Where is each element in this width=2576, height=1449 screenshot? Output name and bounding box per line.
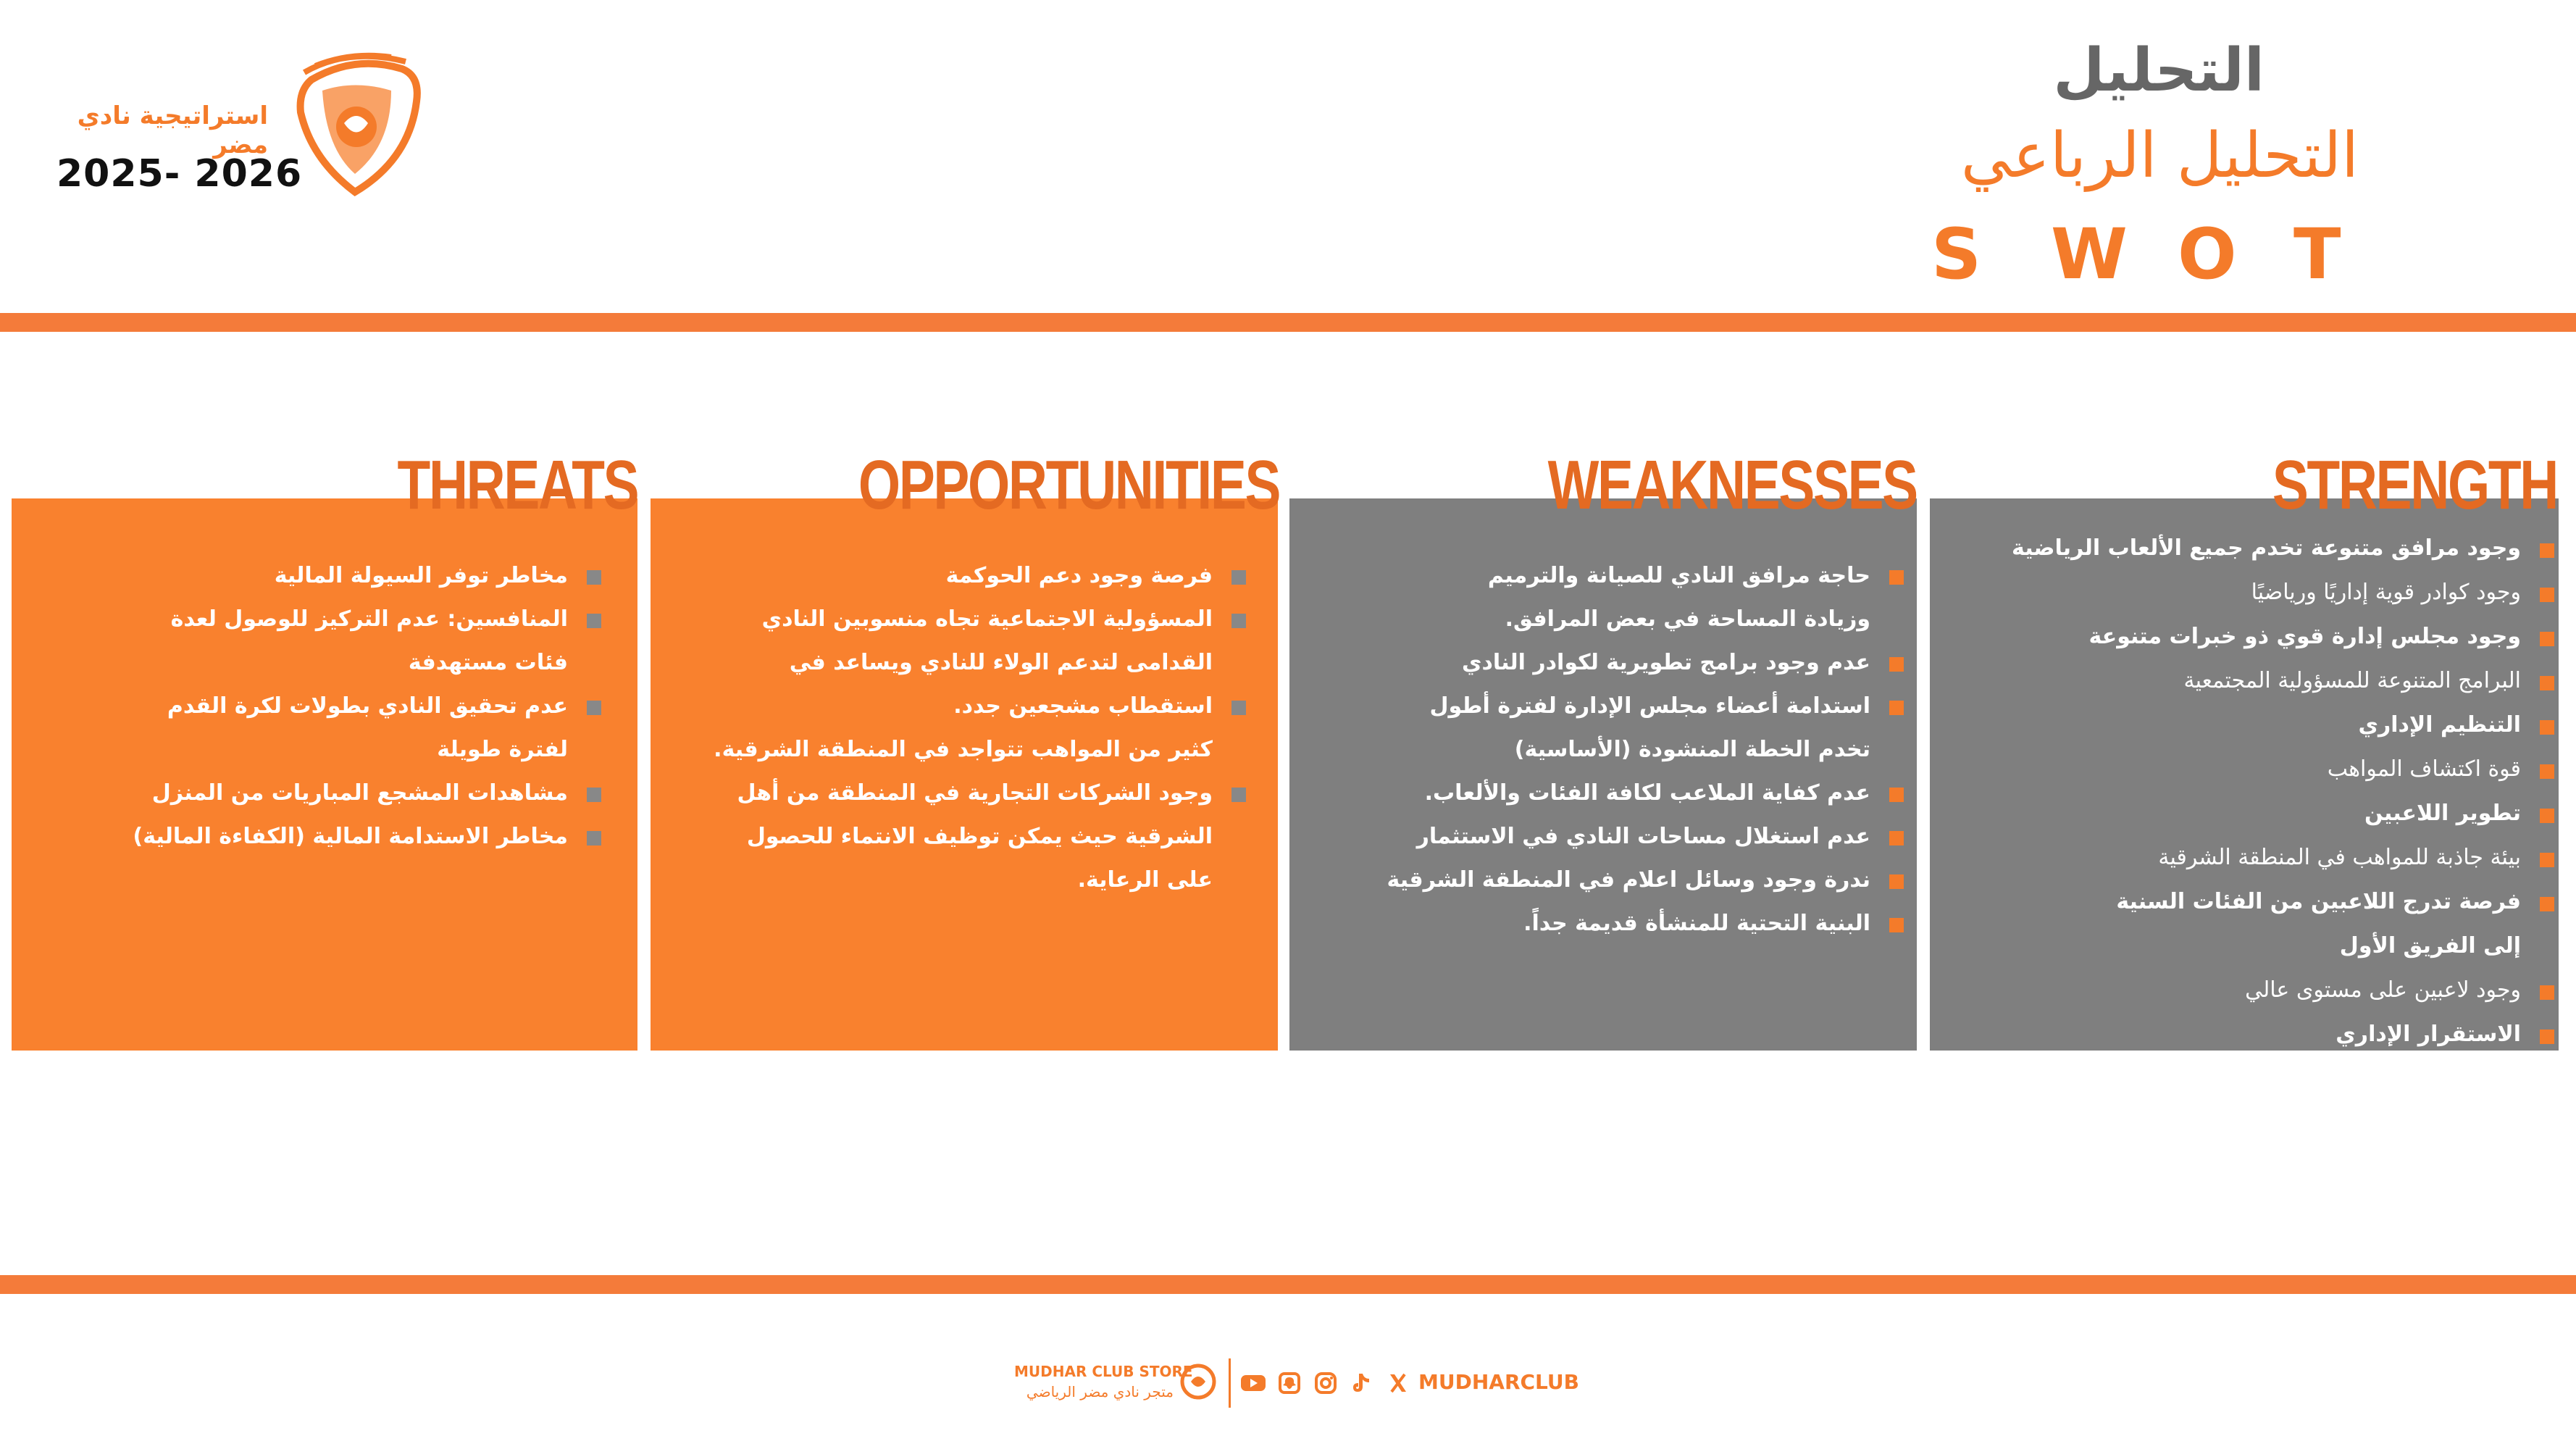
strength-item-text: التنظيم الإداري	[2358, 712, 2521, 738]
strength-item-text: قوة اكتشاف المواهب	[2327, 756, 2521, 782]
square-bullet-icon	[1231, 570, 1246, 585]
x-icon[interactable]	[1385, 1371, 1411, 1395]
weaknesses-item-text: عدم استغلال مساحات النادي في الاستثمار	[1416, 824, 1870, 849]
instagram-icon[interactable]	[1313, 1371, 1339, 1395]
store-name: MUDHAR CLUB STORE	[1014, 1363, 1193, 1380]
square-bullet-icon	[587, 701, 601, 715]
strength-item-text: البرامج المتنوعة للمسؤولية المجتمعية	[2183, 668, 2521, 693]
strength-list	[1931, 526, 2554, 1056]
strength-item	[1931, 526, 2554, 570]
threats-item-text: مشاهدات المشجع المباريات من المنزل	[151, 780, 568, 806]
strength-item-text: فرصة تدرج اللاعبين من الفئات السنية	[2116, 889, 2521, 914]
tiktok-icon[interactable]	[1349, 1371, 1375, 1395]
strength-item	[1931, 703, 2554, 747]
strength-item	[1931, 570, 2554, 614]
weaknesses-item	[1281, 641, 1904, 685]
strength-item	[1931, 924, 2554, 968]
swot-letter-o: O	[2178, 214, 2237, 295]
opportunities-item	[623, 728, 1246, 772]
strength-item-text: وجود لاعبين على مستوى عالي	[2245, 977, 2521, 1003]
weaknesses-item-text: تخدم الخطة المنشودة (الأساسية)	[1514, 737, 1870, 762]
square-bullet-icon	[2540, 588, 2554, 602]
square-bullet-icon	[587, 570, 601, 585]
opportunities-list	[623, 554, 1246, 902]
opportunities-item-text: وجود الشركات التجارية في المنطقة من أهل	[737, 780, 1213, 806]
square-bullet-icon	[1889, 701, 1904, 715]
weaknesses-item	[1281, 685, 1904, 728]
strength-item-text: تطوير اللاعبين	[2364, 801, 2521, 826]
opportunities-item-text: على الرعاية.	[1077, 867, 1213, 893]
strength-item	[1931, 791, 2554, 835]
social-handle[interactable]: MUDHARCLUB	[1418, 1370, 1579, 1394]
threats-item	[7, 728, 601, 772]
footer-separator	[1229, 1358, 1231, 1408]
weaknesses-item	[1281, 902, 1904, 945]
opportunities-item	[623, 554, 1246, 598]
opportunities-item	[623, 859, 1246, 902]
weaknesses-item-text: ندرة وجود وسائل اعلام في المنطقة الشرقية	[1387, 867, 1870, 893]
weaknesses-item	[1281, 598, 1904, 641]
threats-item	[7, 554, 601, 598]
header-divider	[0, 313, 2576, 332]
footer	[1014, 1358, 1579, 1409]
strength-item-text: الاستقرار الإداري	[2335, 1022, 2521, 1047]
threats-heading: THREATS	[397, 446, 637, 524]
page-subtitle: التحليل الرباعي	[1960, 120, 2359, 192]
square-bullet-icon	[1889, 570, 1904, 585]
strength-item-text: وجود كوادر قوية إداريًا ورياضيًا	[2251, 580, 2521, 605]
logo-text: استراتيجية نادي مضر	[77, 101, 268, 159]
square-bullet-icon	[2540, 543, 2554, 558]
weaknesses-item-text: البنية التحتية للمنشأة قديمة جداً.	[1523, 911, 1870, 936]
strength-item	[1931, 880, 2554, 924]
strength-item	[1931, 747, 2554, 791]
opportunities-heading: OPPORTUNITIES	[858, 446, 1279, 524]
page-title: التحليل	[2053, 36, 2265, 105]
strength-item-text: وجود مرافق متنوعة تخدم جميع الألعاب الرياضية	[2012, 535, 2521, 561]
opportunities-item-text: فرصة وجود دعم الحوكمة	[945, 563, 1213, 588]
square-bullet-icon	[587, 788, 601, 802]
square-bullet-icon	[2540, 720, 2554, 735]
square-bullet-icon	[1889, 918, 1904, 932]
square-bullet-icon	[1889, 657, 1904, 672]
threats-item	[7, 641, 601, 685]
square-bullet-icon	[1889, 788, 1904, 802]
strength-item	[1931, 835, 2554, 880]
square-bullet-icon	[2540, 853, 2554, 867]
threats-item-text: لفترة طويلة	[437, 737, 568, 762]
strength-heading: STRENGTH	[2272, 446, 2557, 524]
square-bullet-icon	[2540, 897, 2554, 911]
opportunities-item-text: الشرقية حيث يمكن توظيف الانتماء للحصول	[746, 824, 1213, 849]
weaknesses-item-text: وزيادة المساحة في بعض المرافق.	[1505, 606, 1870, 632]
swot-letter-s: S	[1931, 214, 1982, 295]
threats-item	[7, 685, 601, 728]
swot-letter-w: W	[2051, 214, 2128, 295]
threats-item-text: مخاطر توفر السيولة المالية	[274, 563, 568, 588]
weaknesses-item	[1281, 728, 1904, 772]
square-bullet-icon	[2540, 676, 2554, 690]
square-bullet-icon	[1231, 614, 1246, 628]
threats-item	[7, 815, 601, 859]
square-bullet-icon	[1231, 701, 1246, 715]
strength-item	[1931, 1012, 2554, 1056]
square-bullet-icon	[2540, 632, 2554, 646]
strength-item	[1931, 614, 2554, 659]
store-name-ar: متجر نادي مضر الرياضي	[1026, 1383, 1174, 1400]
threats-item-text: مخاطر الاستدامة المالية (الكفاءة المالية)	[133, 824, 568, 849]
logo-year: 2025- 2026	[57, 152, 303, 196]
strength-item-text: بيئة جاذبة للمواهب في المنطقة الشرقية	[2158, 845, 2521, 870]
swot-letters	[1931, 214, 2366, 293]
youtube-icon[interactable]	[1240, 1371, 1266, 1395]
weaknesses-item	[1281, 554, 1904, 598]
square-bullet-icon	[1889, 831, 1904, 845]
weaknesses-item-text: استدامة أعضاء مجلس الإدارة لفترة أطول	[1429, 693, 1870, 719]
threats-item-text: المنافسين: عدم التركيز للوصول لعدة	[170, 606, 568, 632]
club-logo-block	[29, 51, 435, 217]
weaknesses-item-text: حاجة مرافق النادي للصيانة والترميم	[1487, 563, 1870, 588]
opportunities-item	[623, 815, 1246, 859]
opportunities-item	[623, 641, 1246, 685]
square-bullet-icon	[2540, 809, 2554, 823]
opportunities-item-text: استقطاب مشجعين جدد.	[953, 693, 1213, 719]
weaknesses-list	[1281, 554, 1904, 945]
snapchat-icon[interactable]	[1276, 1371, 1302, 1395]
threats-item	[7, 598, 601, 641]
opportunities-item-text: القدامى لتدعم الولاء للنادي ويساعد في	[789, 650, 1213, 675]
opportunities-item	[623, 772, 1246, 815]
weaknesses-item	[1281, 772, 1904, 815]
square-bullet-icon	[587, 831, 601, 845]
threats-item-text: فئات مستهدفة	[408, 650, 568, 675]
weaknesses-item-text: عدم وجود برامج تطويرية لكوادر النادي	[1461, 650, 1870, 675]
square-bullet-icon	[1889, 874, 1904, 889]
square-bullet-icon	[2540, 1030, 2554, 1044]
threats-item	[7, 772, 601, 815]
opportunities-item	[623, 598, 1246, 641]
opportunities-item	[623, 685, 1246, 728]
threats-list	[7, 554, 601, 859]
swot-letter-t: T	[2293, 214, 2341, 295]
opportunities-item-text: المسؤولية الاجتماعية تجاه منسوبين النادي	[761, 606, 1213, 632]
footer-divider	[0, 1275, 2576, 1294]
store-logo-icon	[1178, 1361, 1218, 1402]
square-bullet-icon	[1231, 788, 1246, 802]
weaknesses-item-text: عدم كفاية الملاعب لكافة الفئات والألعاب.	[1424, 780, 1870, 806]
club-shield-icon	[283, 51, 427, 203]
opportunities-item-text: كثير من المواهب تتواجد في المنطقة الشرقية.	[714, 737, 1213, 762]
strength-item	[1931, 659, 2554, 703]
weaknesses-item	[1281, 859, 1904, 902]
weaknesses-heading: WEAKNESSES	[1547, 446, 1917, 524]
threats-item-text: عدم تحقيق النادي بطولات لكرة القدم	[167, 693, 568, 719]
square-bullet-icon	[587, 614, 601, 628]
strength-item	[1931, 968, 2554, 1012]
square-bullet-icon	[2540, 764, 2554, 779]
weaknesses-item	[1281, 815, 1904, 859]
square-bullet-icon	[2540, 985, 2554, 1000]
strength-item-text: وجود مجلس إدارة قوي ذو خبرات متنوعة	[2088, 624, 2521, 649]
strength-item-text: إلى الفريق الأول	[2339, 933, 2521, 959]
